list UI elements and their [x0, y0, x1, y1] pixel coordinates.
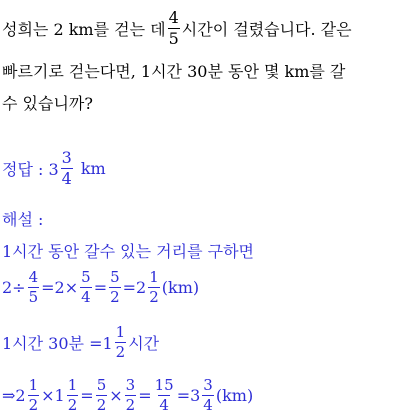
fraction: $\frac{1}{2}$: [149, 268, 159, 306]
fraction: $\frac{5}{4}$: [81, 268, 91, 306]
answer-unit: km: [80, 159, 106, 178]
fraction: $\frac{1}{2}$: [115, 323, 126, 361]
fraction: $\frac{4}{5}$: [28, 268, 39, 306]
fraction: $\frac{15}{4}$: [154, 376, 174, 414]
fraction: $\frac{5}{2}$: [110, 268, 120, 306]
question-text: 시간이 걸렸습니다. 같은: [181, 20, 352, 39]
solution-heading: 해설 :: [2, 210, 44, 229]
solution-equation-2: 1시간 30분 =1 $\frac{1}{2}$ 시간: [2, 323, 160, 361]
fraction-four-fifths: $\frac{4}{5}$: [168, 8, 179, 48]
solution-line-1: 1시간 동안 갈수 있는 거리를 구하면: [2, 242, 254, 261]
answer-fraction: $\frac{3}{4}$: [61, 148, 72, 188]
solution-equation-3: ⇒2 $\frac{1}{2}$ ×1 $\frac{1}{2}$ = $\frac{5}{2}$ × $\frac{3}{2}$ = $\frac{15}{4}$ =3 $\frac{3}{4}$ (km): [2, 376, 254, 414]
solution-equation-1: 2÷ $\frac{4}{5}$ =2× $\frac{5}{4}$ = $\frac{5}{2}$ =2 $\frac{1}{2}$ (km): [2, 268, 200, 306]
fraction: $\frac{3}{2}$: [125, 376, 136, 414]
fraction: $\frac{5}{2}$: [96, 376, 107, 414]
fraction: $\frac{3}{4}$: [203, 376, 213, 414]
answer-line: [2, 150, 106, 187]
question-line-3: 수 있습니까?: [2, 94, 93, 113]
question-text: 성희는 2 km를 걷는 데: [2, 20, 166, 39]
question-line-1: [2, 10, 352, 47]
fraction: $\frac{1}{2}$: [67, 376, 78, 414]
answer-label: 정답 : 3: [2, 160, 59, 179]
fraction: $\frac{1}{2}$: [28, 376, 39, 414]
question-line-2: 빠르기로 걷는다면, 1시간 30분 동안 몇 km를 갈: [2, 62, 346, 81]
